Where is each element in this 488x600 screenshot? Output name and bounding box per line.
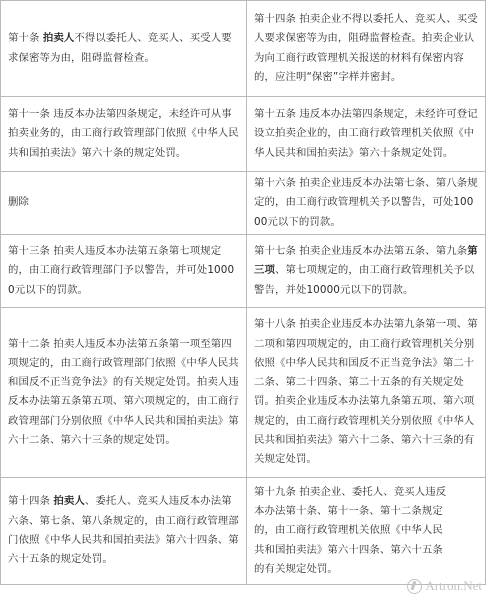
new-article-cell (247, 234, 486, 307)
table-row (1, 234, 486, 307)
article-emphasis: 第三项 (254, 244, 478, 277)
watermark (407, 578, 482, 594)
old-article-cell: 删除 (1, 172, 247, 235)
old-article-cell: 第十二条 拍卖人违反本办法第五条第一项至第四项规定的，由工商行政管理部门依照《中华人民共和国反不正当竞争法》的有关规定处罚。拍卖人违反本办法第五条第五项、第六项规定的，由工商行政管理部门分别依照《中华人民共和国拍卖法》第六十二条、第六十三条的规定处罚。 (1, 307, 247, 477)
table-row (1, 1, 486, 97)
new-article-cell: 第十九条 拍卖企业、委托人、竞买人违反本办法第十条、第十一条、第十二条规定的，由工商行政管理机关依照《中华人民共和国拍卖法》第六十四条、第六十五条的有关规定处罚。 (247, 477, 486, 584)
article-number: 第十条 (8, 32, 40, 45)
article-text: 、委托人、竞买人违反本办法第六条、第七条、第八条规定的，由工商行政管理部门依照《中华人民共和国拍卖法》第六十四条、第六十五条的规定处罚。 (8, 495, 239, 566)
article-text: 第十七条 拍卖企业违反本办法第五条、第九条 (254, 244, 468, 257)
old-article-cell (1, 477, 247, 584)
artron-logo-icon (407, 579, 422, 594)
table-row (1, 307, 486, 477)
article-text: 、第七项规定的，由工商行政管理机关予以警告，并处10000元以下的罚款。 (254, 264, 475, 296)
watermark-text: Artron.Net (425, 578, 482, 593)
new-article-cell: 第十六条 拍卖企业违反本办法第七条、第八条规定的，由工商行政管理机关予以警告，可处10000元以下的罚款。 (247, 172, 486, 235)
old-article-cell: 第十一条 违反本办法第四条规定，未经许可从事拍卖业务的，由工商行政管理部门依照《中华人民共和国拍卖法》第六十条的规定处罚。 (1, 97, 247, 172)
article-text: 不得以委托人、竞买人、买受人要求保密等为由，阻碍监督检查。 (8, 32, 232, 64)
table-row (1, 477, 486, 584)
table-row (1, 172, 486, 235)
new-article-cell: 第十四条 拍卖企业不得以委托人、竞买人、买受人要求保密等为由，阻碍监督检查。拍卖企业认为向工商行政管理机关报送的材料有保密内容的，应注明“保密”字样并密封。 (247, 1, 486, 97)
article-keyword: 拍卖人 (42, 32, 75, 45)
new-article-cell: 第十八条 拍卖企业违反本办法第九条第一项、第二项和第四项规定的，由工商行政管理机关分别依照《中华人民共和国反不正当竞争法》第二十二条、第二十四条、第二十五条的有关规定处罚。拍卖企业违反本办法第九条第五项、第六项规定的，由工商行政管理机关分别依照《中华人民共和国拍卖法》第六十二条、第六十三条的有关规定处罚。 (247, 307, 486, 477)
article-keyword: 拍卖人 (53, 495, 85, 508)
old-article-cell (1, 1, 247, 97)
table-row (1, 97, 486, 172)
article-number: 第十四条 (8, 495, 50, 508)
old-article-cell: 第十三条 拍卖人违反本办法第五条第七项规定的，由工商行政管理部门予以警告，并可处10000元以下的罚款。 (1, 234, 247, 307)
new-article-cell: 第十五条 违反本办法第四条规定，未经许可登记设立拍卖企业的，由工商行政管理机关依照《中华人民共和国拍卖法》第六十条规定处罚。 (247, 97, 486, 172)
